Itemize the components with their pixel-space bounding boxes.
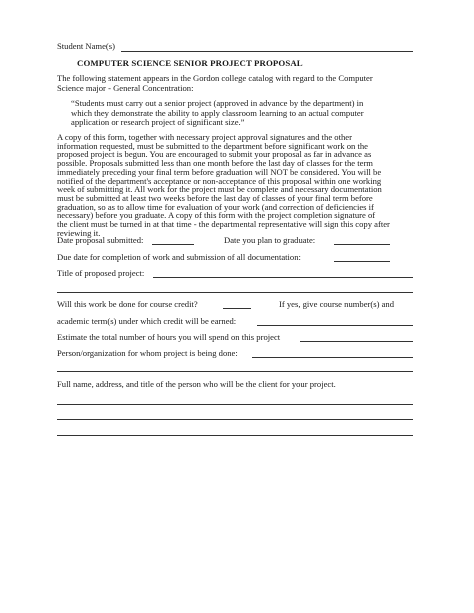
quote-line: “Students must carry out a senior project (approved in advance by the department) in (71, 98, 364, 108)
intro-paragraph (57, 74, 427, 93)
client-org-label: Person/organization for whom project is being done: (57, 348, 238, 358)
client-info-line-2[interactable] (57, 419, 413, 420)
instructions-line: must be submitted at least two weeks before the last day of classes of your final term before (57, 192, 373, 203)
project-title-line[interactable] (153, 277, 413, 278)
hours-label: Estimate the total number of hours you will spend on this project (57, 332, 281, 342)
instructions-line: A copy of this form, together with necessary project approval signatures and the other (57, 132, 352, 142)
course-credit-label: Will this work be done for course credit? (57, 299, 198, 309)
instructions-line: reviewing it. (57, 227, 101, 238)
date-submitted-line[interactable] (152, 244, 194, 245)
graduate-date-line[interactable] (334, 244, 390, 245)
project-title-line-2[interactable] (57, 292, 413, 293)
instructions-paragraph (57, 133, 427, 237)
client-org-line[interactable] (252, 357, 413, 358)
project-title-label: Title of proposed project: (57, 268, 145, 278)
client-info-line-3[interactable] (57, 435, 413, 436)
instructions-line: information requested, must be submitted to the department before significant work on the (57, 140, 368, 151)
quote-line: which they demonstrate the ability to apply classroom learning to an actual computer (71, 107, 364, 118)
instructions-line: possible. Proposals submitted less than one month before the last day of classes for the term (57, 158, 373, 169)
client-info-label: Full name, address, and title of the person who will be the client for your project. (57, 379, 336, 389)
instructions-line: proposed project is begun. You are encouraged to submit your proposal as far in advance as (57, 149, 372, 160)
intro-line: The following statement appears in the Gordon college catalog with regard to the Computer (57, 73, 373, 83)
catalog-quote (71, 99, 421, 128)
instructions-line: week of submitting it. All work for the project must be complete and necessary documentation (57, 184, 382, 195)
hours-line[interactable] (300, 341, 413, 342)
student-names-line[interactable] (121, 51, 413, 52)
instructions-line: immediately preceding your final term before graduation will NOT be considered. You will be (57, 166, 382, 177)
completion-date-label: Due date for completion of work and submission of all documentation: (57, 252, 301, 262)
instructions-line: the client must be turned in at that time - the departmental representative will sign this copy after (57, 219, 390, 230)
client-org-line-2[interactable] (57, 371, 413, 372)
course-numbers-label: If yes, give course number(s) and (279, 299, 395, 309)
student-names-label: Student Name(s) (57, 41, 115, 51)
quote-line: application or research project of significant size.” (71, 117, 245, 128)
form-title: COMPUTER SCIENCE SENIOR PROJECT PROPOSAL (77, 58, 303, 68)
graduate-date-label: Date you plan to graduate: (224, 235, 316, 245)
date-submitted-label: Date proposal submitted: (57, 235, 144, 245)
instructions-line: notified of the department's acceptance or non-acceptance of this proposal within one working (57, 175, 382, 186)
client-info-line-1[interactable] (57, 404, 413, 405)
completion-date-line[interactable] (334, 261, 390, 262)
academic-terms-label: academic term(s) under which credit will be earned: (57, 316, 237, 326)
academic-terms-line[interactable] (257, 325, 413, 326)
instructions-line: graduation, so as to allow time for evaluation of your work (and correction of deficiencies if (57, 201, 374, 212)
instructions-line: necessary) before you graduate. A copy of this form with the project completion signature of (57, 210, 376, 221)
course-credit-line[interactable] (223, 308, 251, 309)
intro-line: Science major - General Concentration: (57, 82, 194, 93)
